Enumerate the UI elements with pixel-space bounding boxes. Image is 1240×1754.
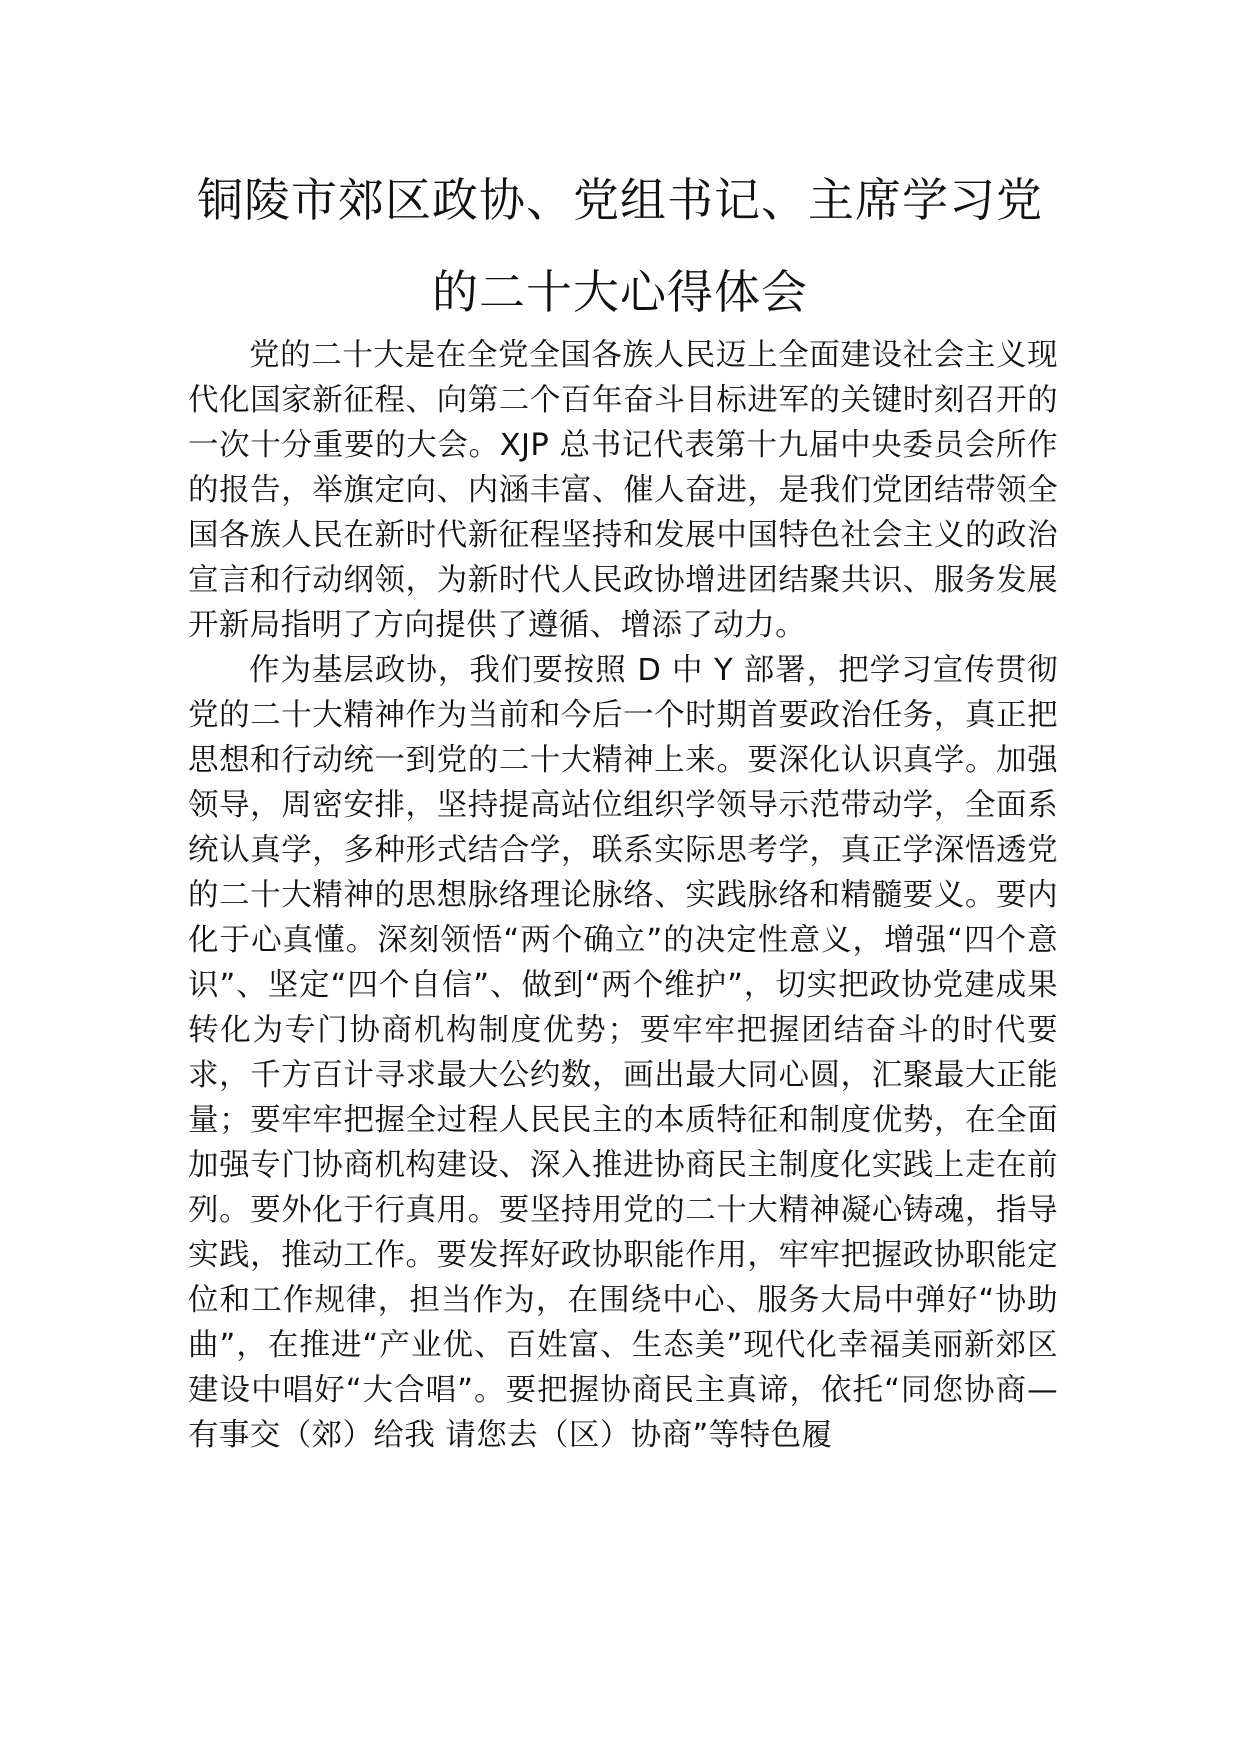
document-body — [188, 333, 1058, 1458]
paragraph-1: 党的二十大是在全党全国各族人民迈上全面建设社会主义现代化国家新征程、向第二个百年奋斗目标进军的关键时刻召开的一次十分重要的大会。XJP 总书记代表第十九届中央委员会所作的报告，举旗定向、内涵丰富、催人奋进，是我们党团结带领全国各族人民在新时代新征程坚持和发展中国特色社会主义的政治宣言和行动纲领，为新时代人民政协增进团结聚共识、服务发展开新局指明了方向提供了遵循、增添了动力。 — [188, 338, 1058, 643]
paragraph-2: 作为基层政协，我们要按照 D 中 Y 部署，把学习宣传贯彻党的二十大精神作为当前和今后一个时期首要政治任务，真正把思想和行动统一到党的二十大精神上来。要深化认识真学。加强领导，周密安排，坚持提高站位组织学领导示范带动学，全面系统认真学，多种形式结合学，联系实际思考学，真正学深悟透党的二十大精神的思想脉络理论脉络、实践脉络和精髓要义。要内化于心真懂。深刻领悟“两个确立”的决定性意义，增强“四个意识”、坚定“四个自信”、做到“两个维护”，切实把政协党建成果转化为专门协商机构制度优势；要牢牢把握团结奋斗的时代要求，千方百计寻求最大公约数，画出最大同心圆，汇聚最大正能量；要牢牢把握全过程人民民主的本质特征和制度优势，在全面加强专门协商机构建设、深入推进协商民主制度化实践上走在前列。要外化于行真用。要坚持用党的二十大精神凝心铸魂，指导实践，推动工作。要发挥好政协职能作用，牢牢把握政协职能定位和工作规律，担当作为，在围绕中心、服务大局中弹好“协助曲”，在推进“产业优、百姓富、生态美”现代化幸福美丽新郊区建设中唱好“大合唱”。要把握协商民主真谛，依托“同您协商—有事交（郊）给我 请您去（区）协商”等特色履 — [188, 653, 1058, 1453]
document-title: 铜陵市郊区政协、党组书记、主席学习党的二十大心得体会 — [197, 173, 1043, 319]
